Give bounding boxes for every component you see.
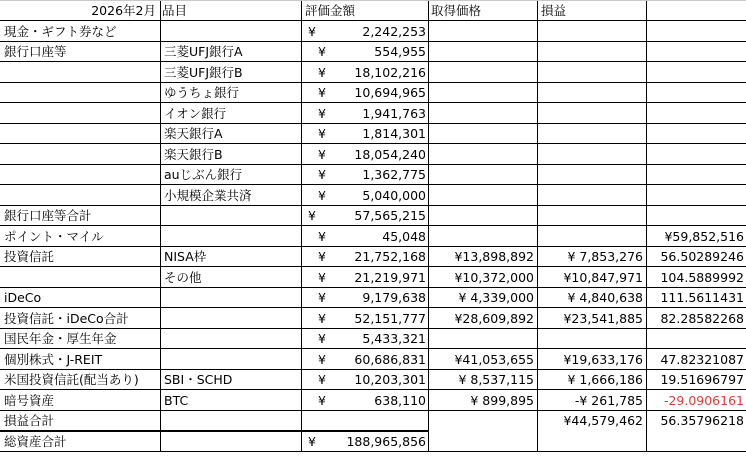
row-value[interactable]: 1,362,775 [362,167,426,182]
value-yen-sign: ¥ [318,228,326,244]
value-yen-sign: ¥ [318,167,326,182]
value-yen-sign: ¥ [318,372,326,387]
row-extra[interactable]: 111.5611431 [660,290,744,305]
value-yen-sign: ¥ [318,44,326,59]
row-item[interactable]: 小規模企業共済 [164,187,252,203]
row-divider [0,123,746,124]
row-extra[interactable]: -29.0906161 [663,392,744,408]
row-pnl[interactable]: ¥44,579,462 [563,413,643,428]
value-yen-sign: ¥ [318,187,326,203]
row-item[interactable]: ゆうちょ銀行 [164,85,240,100]
row-divider [0,184,746,185]
value-yen-sign: ¥ [318,64,326,80]
header-period[interactable]: 2026年2月 [91,3,156,18]
value-yen-sign: ¥ [318,85,326,100]
row-category[interactable]: 個別株式・J-REIT [4,351,103,367]
row-value[interactable]: 5,040,000 [362,187,426,203]
row-item[interactable]: SBI・SCHD [164,372,233,387]
row-divider [0,82,746,83]
header-value[interactable]: 評価金額 [305,3,356,18]
row-divider [0,225,746,226]
row-divider [0,61,746,62]
row-divider [0,348,746,349]
row-category[interactable]: 米国投資信託(配当あり) [4,372,139,387]
row-cost[interactable]: ¥28,609,892 [454,310,534,326]
row-divider [0,287,746,288]
row-category[interactable]: 現金・ギフト券など [4,23,117,39]
row-cost[interactable]: ¥13,898,892 [454,249,534,264]
row-item[interactable]: 三菱UFJ銀行A [164,44,243,59]
value-yen-sign: ¥ [308,208,316,223]
row-item[interactable]: NISA枠 [164,249,207,264]
row-divider [0,41,746,42]
row-value[interactable]: 18,054,240 [354,146,426,162]
row-item[interactable]: 楽天銀行B [164,146,223,162]
row-value[interactable]: 21,219,971 [354,269,426,285]
value-yen-sign: ¥ [318,290,326,305]
row-cost[interactable]: ¥ 4,339,000 [458,290,534,305]
value-yen-sign: ¥ [318,351,326,367]
row-value[interactable]: 638,110 [374,392,426,408]
row-value[interactable]: 9,179,638 [362,290,426,305]
row-divider [0,205,746,206]
row-category[interactable]: 銀行口座等合計 [4,208,92,223]
row-value[interactable]: 188,965,856 [346,433,426,449]
value-yen-sign: ¥ [318,331,326,346]
row-pnl[interactable]: ¥ 7,853,276 [567,249,643,264]
row-cost[interactable]: ¥41,053,655 [454,351,534,367]
row-pnl[interactable]: ¥10,847,971 [563,269,643,285]
row-extra[interactable]: 56.50289246 [660,249,744,264]
row-extra[interactable]: 56.35796218 [660,413,744,428]
row-value[interactable]: 1,941,763 [362,105,426,121]
value-yen-sign: ¥ [318,269,326,285]
row-value[interactable]: 21,752,168 [354,249,426,264]
row-cost[interactable]: ¥10,372,000 [454,269,534,285]
value-yen-sign: ¥ [308,433,316,449]
row-divider [0,307,746,308]
row-value[interactable]: 18,102,216 [354,64,426,80]
row-pnl[interactable]: ¥23,541,885 [563,310,643,326]
row-category[interactable]: 暗号資産 [4,392,55,408]
row-value[interactable]: 45,048 [382,228,426,244]
row-item[interactable]: 楽天銀行A [164,126,223,141]
value-yen-sign: ¥ [318,392,326,408]
row-extra[interactable]: 104.5889992 [660,269,744,285]
row-divider [0,369,746,370]
header-pnl[interactable]: 損益 [541,3,567,18]
row-category[interactable]: iDeCo [4,290,42,305]
value-yen-sign: ¥ [318,126,326,141]
row-divider [0,143,746,144]
row-item[interactable]: イオン銀行 [164,105,227,121]
row-divider [0,246,746,247]
row-value[interactable]: 2,242,253 [362,23,426,39]
row-divider [0,266,746,267]
row-value[interactable]: 10,203,301 [354,372,426,387]
row-pnl[interactable]: ¥19,633,176 [563,351,643,367]
row-extra[interactable]: 47.82321087 [660,351,744,367]
row-value[interactable]: 52,151,777 [354,310,426,326]
row-value[interactable]: 554,955 [374,44,426,59]
row-value[interactable]: 10,694,965 [354,85,426,100]
row-value[interactable]: 57,565,215 [354,208,426,223]
row-item[interactable]: 三菱UFJ銀行B [164,64,243,80]
value-yen-sign: ¥ [318,146,326,162]
row-pnl[interactable]: ¥ 4,840,638 [567,290,643,305]
header-item[interactable]: 品目 [162,3,188,18]
row-item[interactable]: その他 [164,269,202,285]
row-extra[interactable]: 82.28582268 [660,310,744,326]
row-extra[interactable]: ¥59,852,516 [664,228,744,244]
row-divider [0,164,746,165]
value-yen-sign: ¥ [318,249,326,264]
row-category[interactable]: 損益合計 [4,413,55,428]
value-yen-sign: ¥ [318,105,326,121]
row-divider [0,102,746,103]
row-cost[interactable]: ¥ 8,537,115 [458,372,534,387]
header-divider [0,0,746,1]
row-divider [0,430,428,432]
value-yen-sign: ¥ [318,310,326,326]
row-item[interactable]: BTC [164,392,189,408]
row-divider [0,328,746,329]
header-cost[interactable]: 取得価格 [431,3,482,18]
row-divider [0,451,746,452]
row-pnl[interactable]: ¥ 1,666,186 [567,372,643,387]
row-pnl[interactable]: -¥ 261,785 [574,392,643,408]
row-divider [0,389,746,390]
row-category[interactable]: 投資信託 [4,249,55,264]
row-category[interactable]: 投資信託・iDeCo合計 [4,310,129,326]
row-category[interactable]: ポイント・マイル [4,228,104,244]
row-divider [0,20,746,21]
value-yen-sign: ¥ [308,23,316,39]
row-category[interactable]: 銀行口座等 [4,44,67,59]
row-category[interactable]: 国民年金・厚生年金 [4,331,117,346]
row-item[interactable]: auじぶん銀行 [164,167,243,182]
row-category[interactable]: 総資産合計 [4,433,67,449]
row-extra[interactable]: 19.51696797 [660,372,744,387]
row-cost[interactable]: ¥ 899,895 [470,392,534,408]
row-value[interactable]: 1,814,301 [362,126,426,141]
row-value[interactable]: 5,433,321 [362,331,426,346]
row-divider [0,410,746,411]
row-value[interactable]: 60,686,831 [354,351,426,367]
